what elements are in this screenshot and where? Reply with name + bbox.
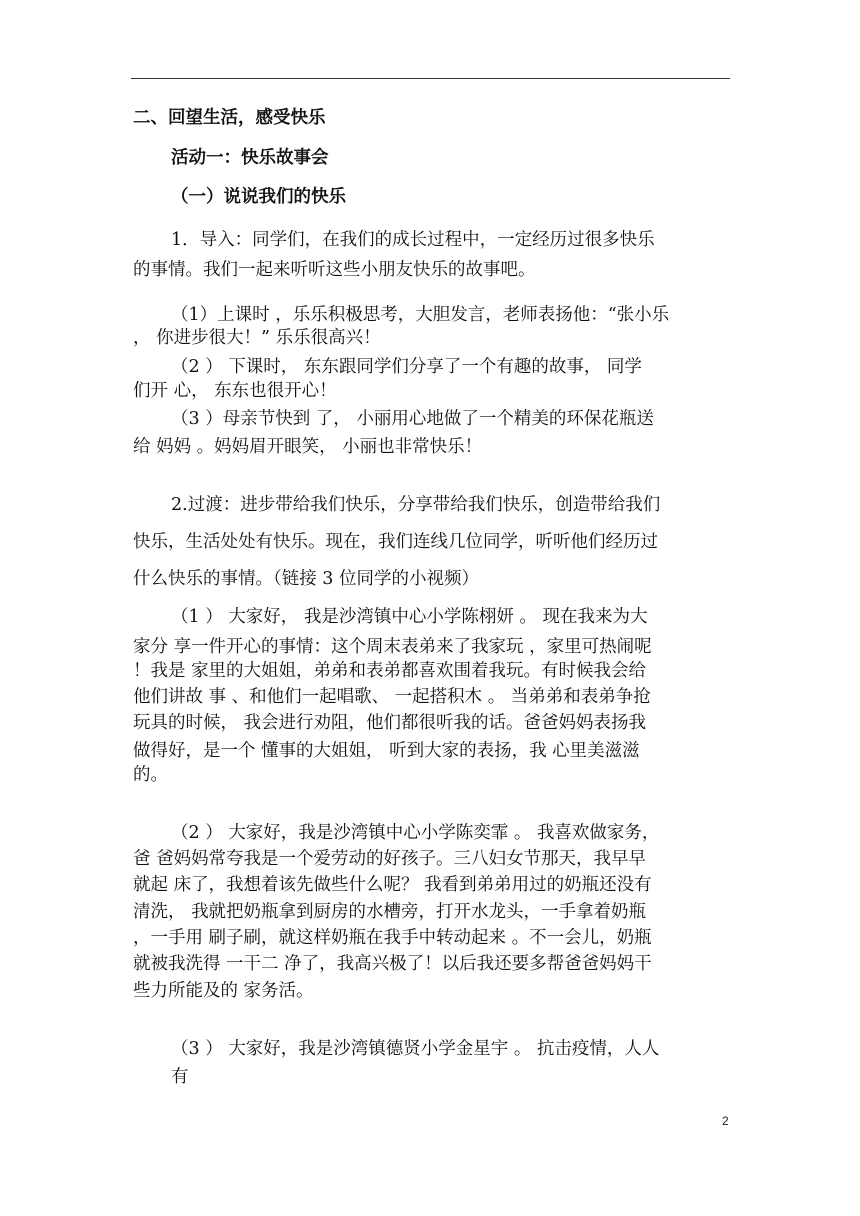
paragraph-line: 快乐，生活处处有快乐。现在，我们连线几位同学，听听他们经历过 [133, 532, 658, 552]
paragraph-line: 给 妈妈 。妈妈眉开眼笑， 小丽也非常快乐！ [133, 437, 483, 457]
paragraph-line: 什么快乐的事情。（链接 3 位同学的小视频） [133, 569, 480, 589]
paragraph-line: 2.过渡：进步带给我们快乐，分享带给我们快乐，创造带给我们 [171, 495, 661, 515]
page-number: 2 [722, 1114, 729, 1128]
paragraph-line: ，一手用 刷子刷，就这样奶瓶在我手中转动起来 。不一会儿，奶瓶 [133, 928, 652, 948]
paragraph-line: 清洗， 我就把奶瓶拿到厨房的水槽旁，打开水龙头，一手拿着奶瓶 [133, 902, 647, 922]
paragraph-line: （2 ） 大家好，我是沙湾镇中心小学陈奕霏 。 我喜欢做家务， [171, 823, 660, 843]
sub-heading: （一）说说我们的快乐 [171, 187, 346, 207]
paragraph-line: 他们讲故 事 、和他们一起唱歌、 一起搭积木 。 当弟弟和表弟争抢 [133, 687, 651, 707]
paragraph-line: 们开 心， 东东也很开心！ [133, 381, 337, 401]
paragraph-line: 做得好，是一个 懂事的大姐姐， 听到大家的表扬，我 心里美滋滋 [133, 741, 640, 761]
activity-title: 活动一：快乐故事会 [171, 148, 329, 168]
paragraph-line: 有 [171, 1067, 189, 1087]
header-rule [131, 78, 730, 79]
paragraph-line: 就起 床了，我想着该先做些什么呢？ 我看到弟弟用过的奶瓶还没有 [133, 875, 652, 895]
paragraph-line: 的。 [133, 765, 168, 785]
paragraph-line: （1）上课时 ，乐乐积极思考，大胆发言，老师表扬他：“张小乐 [171, 305, 670, 325]
section-heading: 二、回望生活，感受快乐 [133, 108, 326, 128]
paragraph-line: 家分 享一件开心的事情：这个周末表弟来了我家玩 ，家里可热闹呢 [133, 637, 652, 657]
paragraph-line: （3 ） 大家好，我是沙湾镇德贤小学金星宇 。 抗击疫情，人人 [171, 1039, 660, 1059]
paragraph-line: （1 ） 大家好， 我是沙湾镇中心小学陈栩妍 。 现在我来为大 [171, 607, 648, 627]
paragraph-line: 的事情。我们一起来听听这些小朋友快乐的故事吧。 [133, 260, 536, 280]
paragraph-line: （2 ） 下课时， 东东跟同学们分享了一个有趣的故事， 同学 [171, 357, 642, 377]
paragraph-line: ， 你进步很大！” 乐乐很高兴！ [133, 328, 381, 348]
paragraph-line: 些力所能及的 家务活。 [133, 981, 314, 1001]
paragraph-line: 爸 爸妈妈常夸我是一个爱劳动的好孩子。三八妇女节那天，我早早 [133, 849, 647, 869]
paragraph-line: ！我是 家里的大姐姐，弟弟和表弟都喜欢围着我玩。有时候我会给 [133, 661, 647, 681]
paragraph-line: 玩具的时候， 我会进行劝阻，他们都很听我的话。爸爸妈妈表扬我 [133, 713, 647, 733]
paragraph-line: 就被我洗得 一干二 净了，我高兴极了！以后我还要多帮爸爸妈妈干 [133, 954, 652, 974]
paragraph-line: （3 ）母亲节快到 了， 小丽用心地做了一个精美的环保花瓶送 [171, 409, 654, 429]
paragraph-line: 1．导入：同学们，在我们的成长过程中，一定经历过很多快乐 [171, 230, 655, 250]
